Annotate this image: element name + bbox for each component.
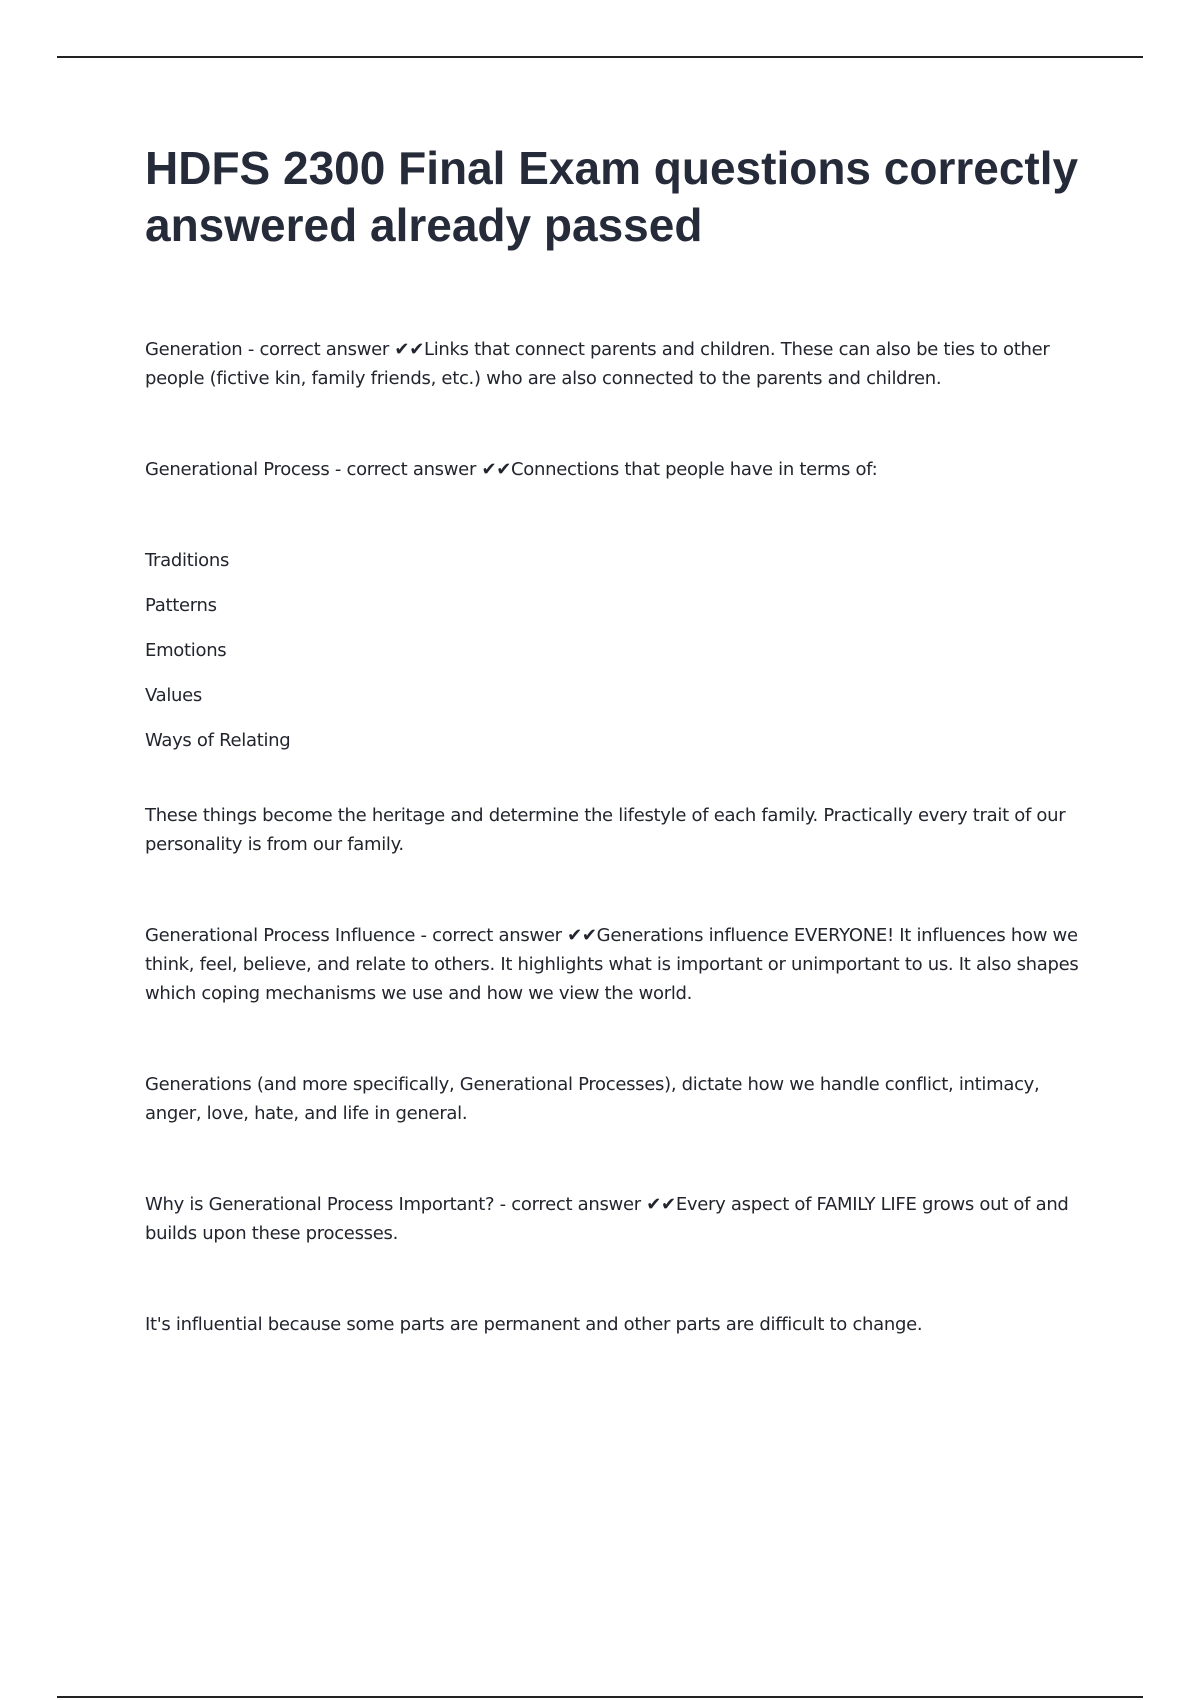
list-item: Traditions <box>145 550 230 571</box>
paragraph-generation: Generation - correct answer ✔✔Links that connect parents and children. These can also be ties to other people (fictive kin, family friends, etc.) who are also connected to the parents and children. <box>145 339 1050 389</box>
paragraph-influence: Generational Process Influence - correct answer ✔✔Generations influence EVERYONE! It influences how we think, feel, believe, and relate to others. It highlights what is important or unimportant to us. It also shapes which coping mechanisms we use and how we view the world. <box>145 925 1079 1004</box>
terms-list <box>145 546 1095 755</box>
paragraph-heritage: These things become the heritage and determine the lifestyle of each family. Practically every trait of our personality is from our family. <box>145 805 1066 855</box>
paragraph-generations-dictate: Generations (and more specifically, Generational Processes), dictate how we handle conflict, intimacy, anger, love, hate, and life in general. <box>145 1074 1040 1124</box>
document-body <box>145 140 1095 1339</box>
top-rule <box>57 56 1143 58</box>
paragraph-why-important: Why is Generational Process Important? - correct answer ✔✔Every aspect of FAMILY LIFE grows out of and builds upon these processes. <box>145 1194 1069 1244</box>
list-item: Emotions <box>145 640 227 661</box>
list-item: Patterns <box>145 595 217 616</box>
document-title: HDFS 2300 Final Exam questions correctly answered already passed <box>145 142 1079 251</box>
list-item: Values <box>145 685 203 706</box>
list-item: Ways of Relating <box>145 730 291 751</box>
paragraph-generational-process: Generational Process - correct answer ✔✔Connections that people have in terms of: <box>145 459 878 480</box>
bottom-rule <box>57 1696 1143 1698</box>
paragraph-influential: It's influential because some parts are permanent and other parts are difficult to change. <box>145 1314 923 1335</box>
